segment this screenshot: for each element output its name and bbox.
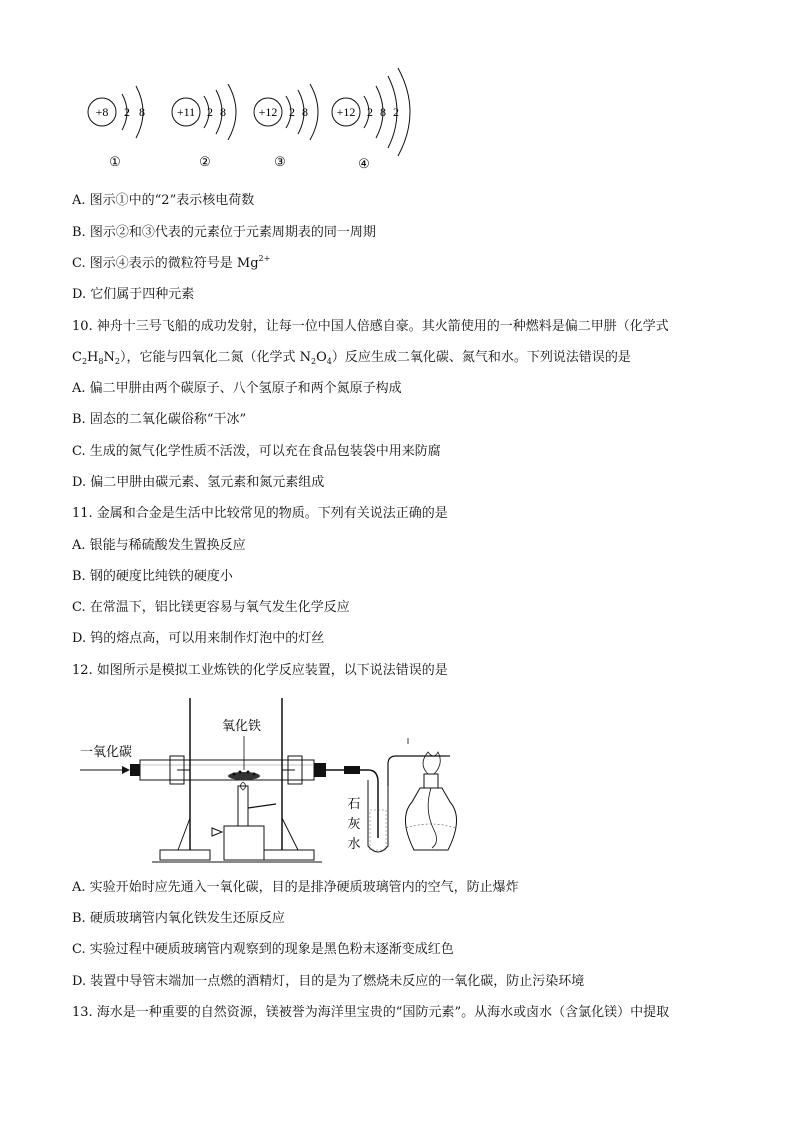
- q10-option-d: D. 偏二甲肼由碳元素、氢元素和氮元素组成: [72, 475, 325, 490]
- atom-3-shell-1: 2: [289, 105, 295, 119]
- iron-stand-left: [160, 698, 210, 860]
- blowtorch-burner: [212, 782, 276, 860]
- q11-option-d: D. 钨的熔点高，可以用来制作灯泡中的灯丝: [72, 631, 325, 646]
- q10-option-b: B. 固态的二氧化碳俗称“干冰”: [72, 412, 247, 427]
- q11-option-c: C. 在常温下，铝比镁更容易与氧气发生化学反应: [72, 600, 350, 615]
- atom-diagram-4: [332, 68, 410, 171]
- atom-4-shell-2: 8: [380, 105, 386, 119]
- q10-formula-c-sub: 2: [81, 357, 88, 366]
- atom-2-nucleus: +11: [176, 105, 196, 119]
- label-limewater-3: 水: [347, 837, 361, 852]
- inlet-stopper: [130, 764, 140, 776]
- atom-3-shell-2: 8: [302, 105, 308, 119]
- q10-option-a: A. 偏二甲肼由两个碳原子、八个氢原子和两个氮原子构成: [72, 381, 402, 396]
- q12-option-a: A. 实验开始时应先通入一氧化碳，目的是排净硬质玻璃管内的空气，防止爆炸: [72, 880, 519, 895]
- atom-structure-diagrams: [80, 60, 430, 180]
- q9-option-a: A. 图示①中的“2”表示核电荷数: [72, 193, 255, 208]
- iron-stand-right: [264, 698, 314, 860]
- alcohol-lamp: [405, 774, 456, 850]
- atom-4-shell-3: 2: [393, 105, 399, 119]
- q10-stem-line-1: 10. 神舟十三号飞船的成功发射，让每一位中国人倍感自豪。其火箭使用的一种燃料是偏二甲肼（化学式: [72, 319, 669, 334]
- label-carbon-monoxide: 一氧化碳: [80, 745, 133, 760]
- q9-option-c-charge: 2+: [258, 254, 271, 263]
- atom-2-label: ②: [199, 154, 211, 169]
- q10-n2o4-o-sub: 4: [326, 357, 332, 366]
- atom-diagram-2: [172, 84, 236, 169]
- label-iron-oxide: 氧化铁: [222, 719, 262, 734]
- q12-stem: 12. 如图所示是模拟工业炼铁的化学反应装置，以下说法错误的是: [72, 663, 448, 678]
- q10-n2o4-n-sub: 2: [310, 357, 317, 366]
- atom-4-nucleus: +12: [336, 105, 356, 119]
- q11-stem: 11. 金属和合金是生活中比较常见的物质。下列有关说法正确的是: [72, 506, 448, 521]
- iron-oxide-powder: [228, 771, 260, 781]
- atom-4-shell-1: 2: [367, 105, 373, 119]
- q9-option-d: D. 它们属于四种元素: [72, 287, 195, 302]
- q12-option-c: C. 实验过程中硬质玻璃管内观察到的现象是黑色粉末逐渐变成红色: [72, 942, 454, 957]
- q10-stem-mid: ），它能与四氧化二氮（化学式 N: [119, 350, 311, 365]
- exhaust-tube: [388, 756, 450, 786]
- atom-1-label: ①: [109, 154, 121, 169]
- atom-4-label: ④: [358, 156, 370, 171]
- gas-inlet-arrow: [80, 766, 130, 774]
- atom-2-shell-2: 8: [220, 105, 226, 119]
- atom-diagram-3: [254, 84, 318, 169]
- atom-1-shell-2: 8: [139, 105, 145, 119]
- atom-diagram-1: [88, 86, 145, 169]
- q10-formula-c: C: [72, 350, 82, 365]
- q10-stem-tail: ）反应生成二氧化碳、氮气和水。下列说法错误的是: [331, 350, 631, 365]
- label-limewater-1: 石: [347, 797, 361, 812]
- q9-option-c-text: C. 图示④表示的微粒符号是 Mg: [72, 256, 259, 271]
- flame-icon: [423, 752, 440, 774]
- q10-option-c: C. 生成的氮气化学性质不活泼，可以充在食品包装袋中用来防腐: [72, 444, 441, 459]
- atom-3-nucleus: +12: [258, 105, 278, 119]
- q12-option-d: D. 装置中导管末端加一点燃的酒精灯，目的是为了燃烧未反应的一氧化碳，防止污染环境: [72, 974, 585, 989]
- q10-formula-h: H: [87, 350, 99, 365]
- atom-2-shell-1: 2: [207, 105, 213, 119]
- q12-option-b: B. 硬质玻璃管内氧化铁发生还原反应: [72, 911, 285, 926]
- q9-option-b: B. 图示②和③代表的元素位于元素周期表的同一周期: [72, 225, 376, 240]
- atom-1-shell-1: 2: [124, 105, 130, 119]
- q10-formula-n-sub: 2: [114, 357, 120, 366]
- q10-formula-n: N: [103, 350, 115, 365]
- label-limewater-2: 灰: [347, 817, 361, 832]
- q11-option-a: A. 银能与稀硫酸发生置换反应: [72, 538, 246, 553]
- iron-smelting-apparatus-diagram: [72, 690, 472, 870]
- q10-stem-line-2: [72, 349, 631, 367]
- outlet-stopper: [314, 763, 326, 777]
- atom-1-nucleus: +8: [95, 105, 109, 119]
- q13-stem: 13. 海水是一种重要的自然资源，镁被誉为海洋里宝贵的“国防元素”。从海水或卤水（含氯化镁）中提取: [72, 1005, 670, 1020]
- atom-3-label: ③: [274, 154, 286, 169]
- q10-n2o4-o: O: [316, 350, 327, 365]
- q10-formula-h-sub: 8: [98, 357, 104, 366]
- q9-option-c: [72, 255, 270, 273]
- q11-option-b: B. 钢的硬度比纯铁的硬度小: [72, 569, 233, 584]
